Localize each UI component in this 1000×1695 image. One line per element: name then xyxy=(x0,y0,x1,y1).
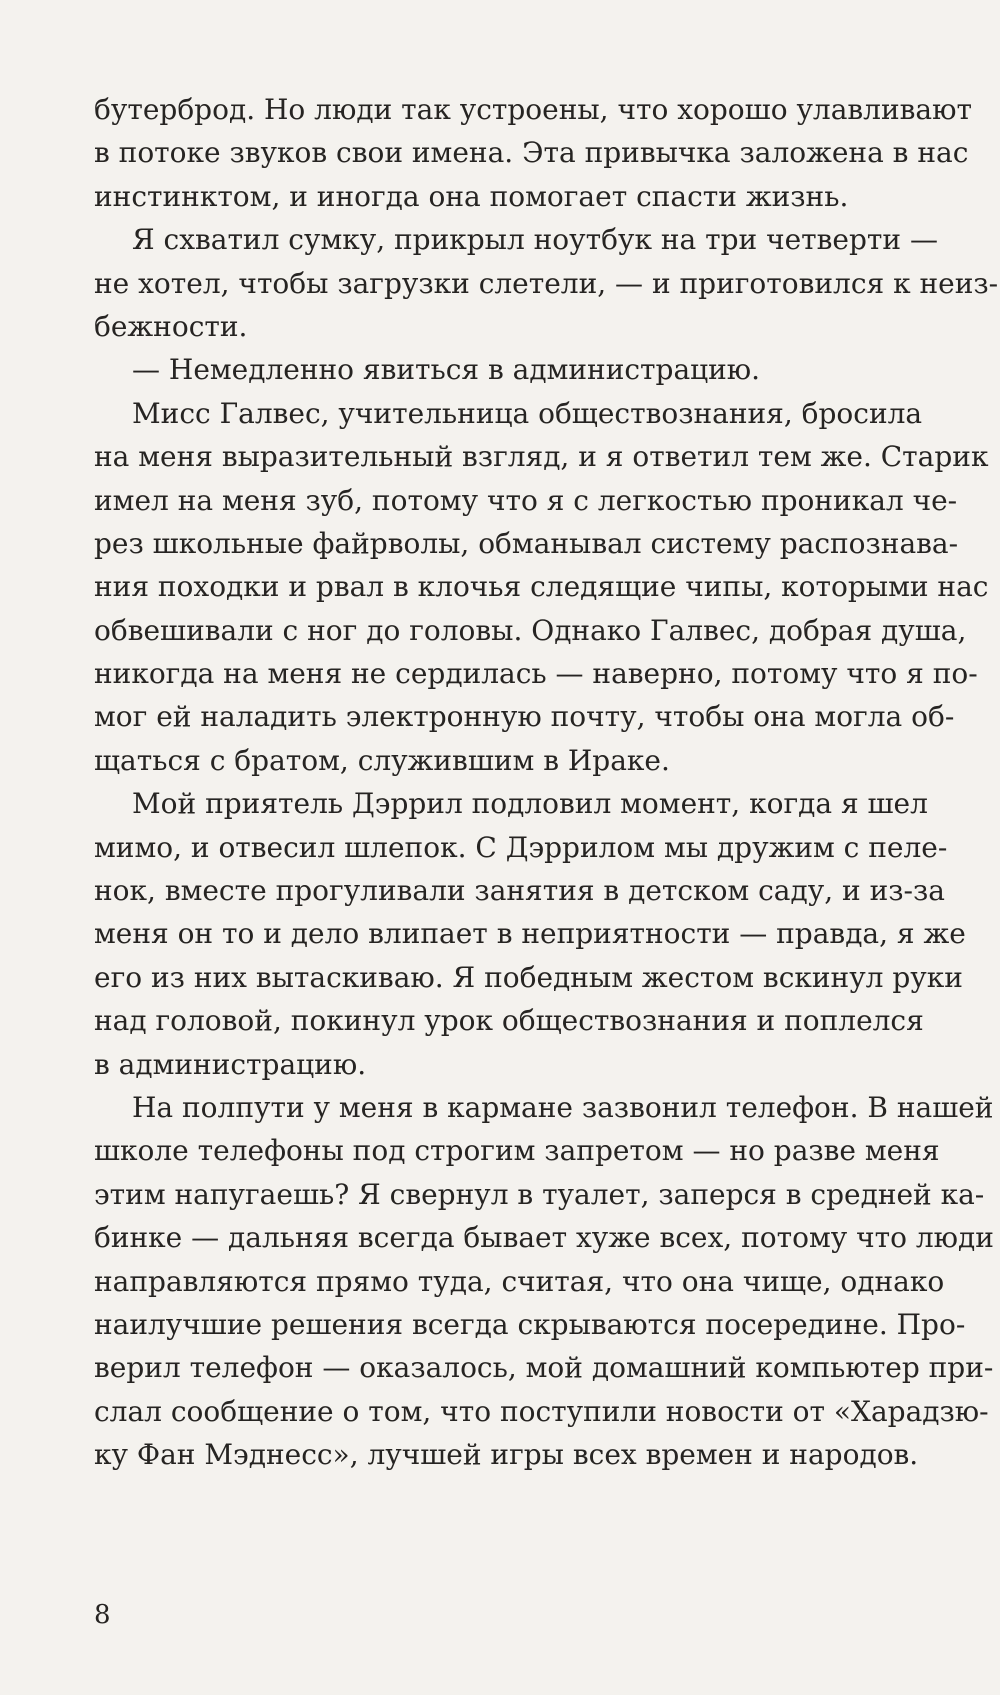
text-line: рез школьные файрволы, обманывал систему распознава- xyxy=(94,526,959,560)
text-line: не хотел, чтобы загрузки слетели, — и приготовился к неиз- xyxy=(94,266,999,300)
text-line: Мой приятель Дэррил подловил момент, когда я шел xyxy=(132,787,928,821)
text-line: обвешивали с ног до головы. Однако Галвес, добрая душа, xyxy=(94,613,967,647)
text-line: верил телефон — оказалось, мой домашний компьютер при- xyxy=(94,1351,994,1385)
text-line: нок, вместе прогуливали занятия в детском саду, и из-за xyxy=(94,874,945,908)
text-line: бежности. xyxy=(94,309,248,343)
text-line: этим напугаешь? Я свернул в туалет, заперся в средней ка- xyxy=(94,1177,985,1211)
page-text xyxy=(94,88,999,1477)
text-line: его из них вытаскиваю. Я победным жестом вскинул руки xyxy=(94,960,963,994)
text-line: в администрацию. xyxy=(94,1047,367,1081)
text-line: школе телефоны под строгим запретом — но разве меня xyxy=(94,1134,940,1168)
text-line: Мисс Галвес, учительница обществознания, бросила xyxy=(132,396,923,430)
text-line: бинке — дальняя всегда бывает хуже всех, потому что люди xyxy=(94,1221,994,1255)
text-line: слал сообщение о том, что поступили новости от «Харадзю- xyxy=(94,1394,989,1428)
text-line: имел на меня зуб, потому что я с легкостью проникал че- xyxy=(94,483,958,517)
text-line: на меня выразительный взгляд, и я ответил тем же. Старик xyxy=(94,440,989,474)
text-line: инстинктом, и иногда она помогает спасти жизнь. xyxy=(94,179,849,213)
text-line: над головой, покинул урок обществознания и поплелся xyxy=(94,1004,924,1038)
text-line: никогда на меня не сердилась — наверно, потому что я по- xyxy=(94,657,978,691)
text-line: мог ей наладить электронную почту, чтобы она могла об- xyxy=(94,700,955,734)
text-line: направляются прямо туда, считая, что она чище, однако xyxy=(94,1264,945,1298)
text-line: бутерброд. Но люди так устроены, что хорошо улавливают xyxy=(94,93,972,126)
text-line: ку Фан Мэднесс», лучшей игры всех времен и народов. xyxy=(94,1438,919,1472)
text-line: мимо, и отвесил шлепок. С Дэррилом мы дружим с пеле- xyxy=(94,830,948,864)
text-line: щаться с братом, служившим в Ираке. xyxy=(94,743,670,777)
text-line: Я схватил сумку, прикрыл ноутбук на три четверти — xyxy=(132,223,938,257)
text-line: наилучшие решения всегда скрываются посередине. Про- xyxy=(94,1307,966,1341)
text-line: в потоке звуков свои имена. Эта привычка заложена в нас xyxy=(94,136,969,170)
text-line: ния походки и рвал в клочья следящие чипы, которыми нас xyxy=(94,570,989,604)
page-number: 8 xyxy=(94,1600,111,1630)
text-line: На полпути у меня в кармане зазвонил телефон. В нашей xyxy=(132,1090,994,1124)
text-line: — Немедленно явиться в администрацию. xyxy=(132,353,761,387)
text-line: меня он то и дело влипает в неприятности — правда, я же xyxy=(94,917,966,951)
